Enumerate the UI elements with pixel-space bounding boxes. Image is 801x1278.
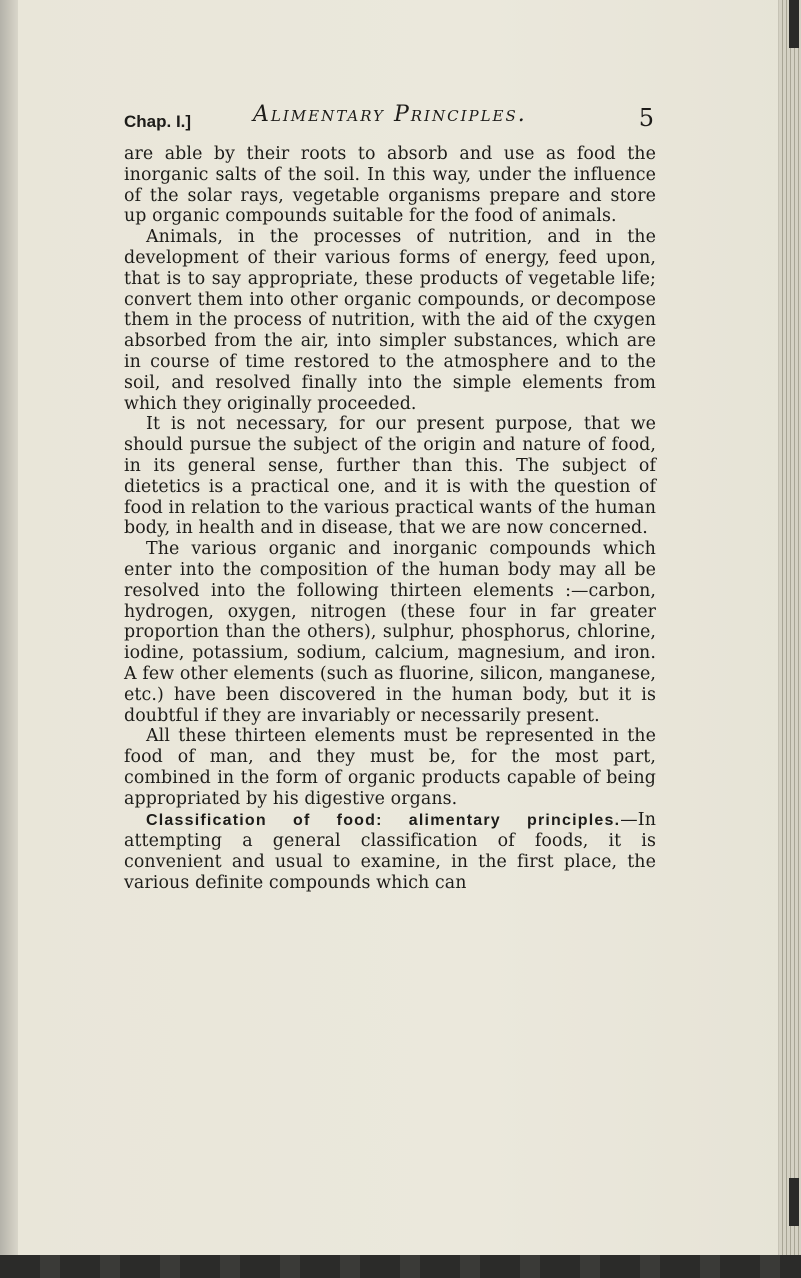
page-number: 5: [638, 104, 654, 132]
paragraph: All these thirteen elements must be represented in the food of man, and they must be, for the most part, combined in the form of organic products capable of being appropriated by his digestive organs.: [124, 726, 656, 809]
scan-bottom-border: [0, 1255, 801, 1278]
paragraph: The various organic and inorganic compounds which enter into the composition of the human body may all be resolved into the following thirteen elements :—carbon, hydrogen, oxygen, nitrogen (these four in far greater proportion than the others), sulphur, phosphorus, chlorine, iodine, potassium, sodium, calcium, magnesium, and iron. A few other elements (such as fluorine, silicon, manganese, etc.) have been discovered in the human body, but it is doubtful if they are invariably or necessarily present.: [124, 539, 656, 726]
running-title: Alimentary Principles.: [253, 102, 527, 127]
page-edge-stack: [778, 0, 801, 1255]
paragraph: Animals, in the processes of nutrition, and in the development of their various forms of energy, feed upon, that is to say appropriate, these products of vegetable life; convert them into other organic compounds, or decompose them in the process of nutrition, with the aid of the cxygen absorbed from the air, into simpler substances, which are in course of time restored to the atmosphere and to the soil, and resolved finally into the simple elements from which they originally proceeded.: [124, 227, 656, 414]
page-gutter-shadow: [0, 0, 18, 1255]
paragraph: It is not necessary, for our present purpose, that we should pursue the subject of the origin and nature of food, in its general sense, further than this. The subject of dietetics is a practical one, and it is with the question of food in relation to the various practical wants of the human body, in health and in disease, that we are now concerned.: [124, 414, 656, 539]
edge-tab-top: [789, 0, 799, 48]
side-heading: Classification of food: alimentary principles.: [146, 811, 621, 829]
chapter-label: Chap. I.]: [124, 112, 192, 131]
running-header: [124, 102, 654, 132]
paragraph: are able by their roots to absorb and use as food the inorganic salts of the soil. In this way, under the influence of the solar rays, vegetable organisms prepare and store up organic compounds suitable for the food of animals.: [124, 144, 656, 227]
body-text: [124, 144, 656, 894]
paragraph-text: —In attempting a general classification of foods, it is convenient and usual to examine, in the first place, the various definite compounds which can: [124, 809, 656, 893]
paragraph-with-side-heading: [124, 810, 656, 894]
edge-tab-bottom: [789, 1178, 799, 1226]
